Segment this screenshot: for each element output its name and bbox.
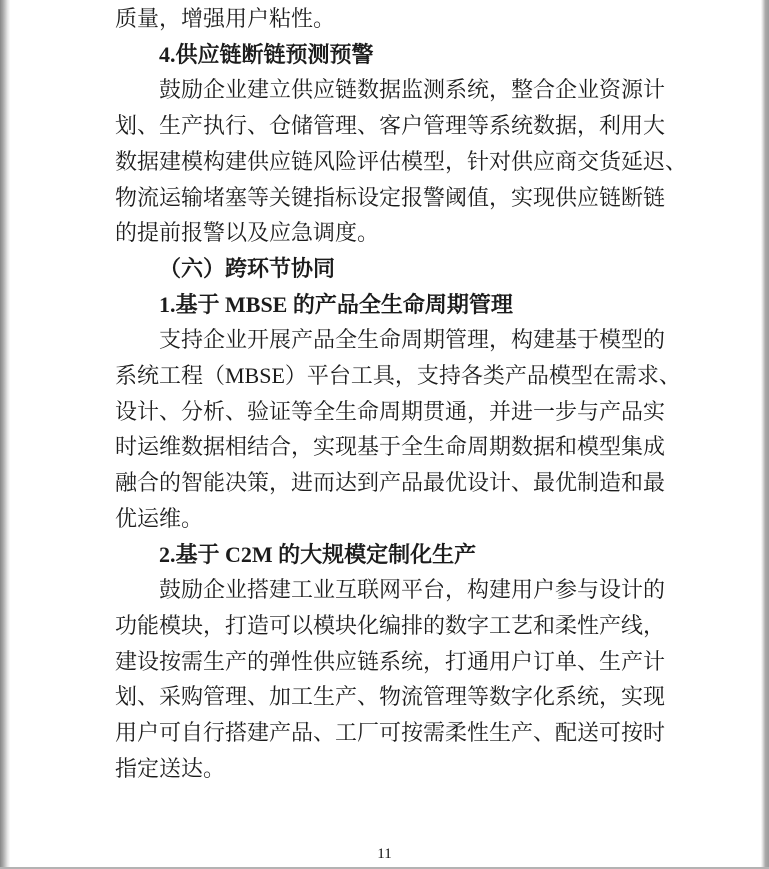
body-line: 优运维。: [115, 505, 204, 531]
body-line: 系统工程（MBSE）平台工具，支持各类产品模型在需求、: [115, 363, 681, 389]
body-line: 建设按需生产的弹性供应链系统，打通用户订单、生产计: [115, 648, 666, 674]
body-line: 功能模块，打造可以模块化编排的数字工艺和柔性产线，: [115, 612, 666, 638]
page-number: 11: [377, 846, 392, 862]
body-line: 的提前报警以及应急调度。: [115, 220, 380, 246]
body-line: 时运维数据相结合，实现基于全生命周期数据和模型集成: [115, 434, 666, 460]
body-line: 支持企业开展产品全生命周期管理，构建基于模型的: [159, 327, 666, 353]
heading-supply-chain-break-warning: 4.供应链断链预测预警: [159, 41, 374, 67]
heading-c2m-mass-customization: 2.基于 C2M 的大规模定制化生产: [159, 541, 477, 567]
body-line: 划、采购管理、加工生产、物流管理等数字化系统，实现: [115, 684, 666, 710]
body-line: 设计、分析、验证等全生命周期贯通，并进一步与产品实: [115, 398, 666, 424]
page-left-edge-shadow: [0, 0, 10, 869]
body-line: 指定送达。: [115, 755, 226, 781]
page-right-edge-shadow: [761, 0, 769, 869]
heading-mbse-product-lifecycle: 1.基于 MBSE 的产品全生命周期管理: [159, 291, 513, 317]
document-text-block: [115, 1, 688, 786]
body-line: 质量，增强用户粘性。: [115, 6, 336, 31]
body-line: 数据建模构建供应链风险评估模型，针对供应商交货延迟、: [115, 148, 688, 174]
body-line: 用户可自行搭建产品、工厂可按需柔性生产、配送可按时: [115, 720, 666, 746]
body-line: 鼓励企业搭建工业互联网平台，构建用户参与设计的: [159, 577, 666, 603]
body-line: 划、生产执行、仓储管理、客户管理等系统数据，利用大: [115, 113, 666, 139]
heading-cross-link-collaboration: （六）跨环节协同: [159, 255, 336, 281]
body-line: 融合的智能决策，进而达到产品最优设计、最优制造和最: [115, 470, 666, 496]
body-line: 鼓励企业建立供应链数据监测系统，整合企业资源计: [159, 77, 666, 103]
body-line: 物流运输堵塞等关键指标设定报警阈值，实现供应链断链: [115, 184, 666, 210]
